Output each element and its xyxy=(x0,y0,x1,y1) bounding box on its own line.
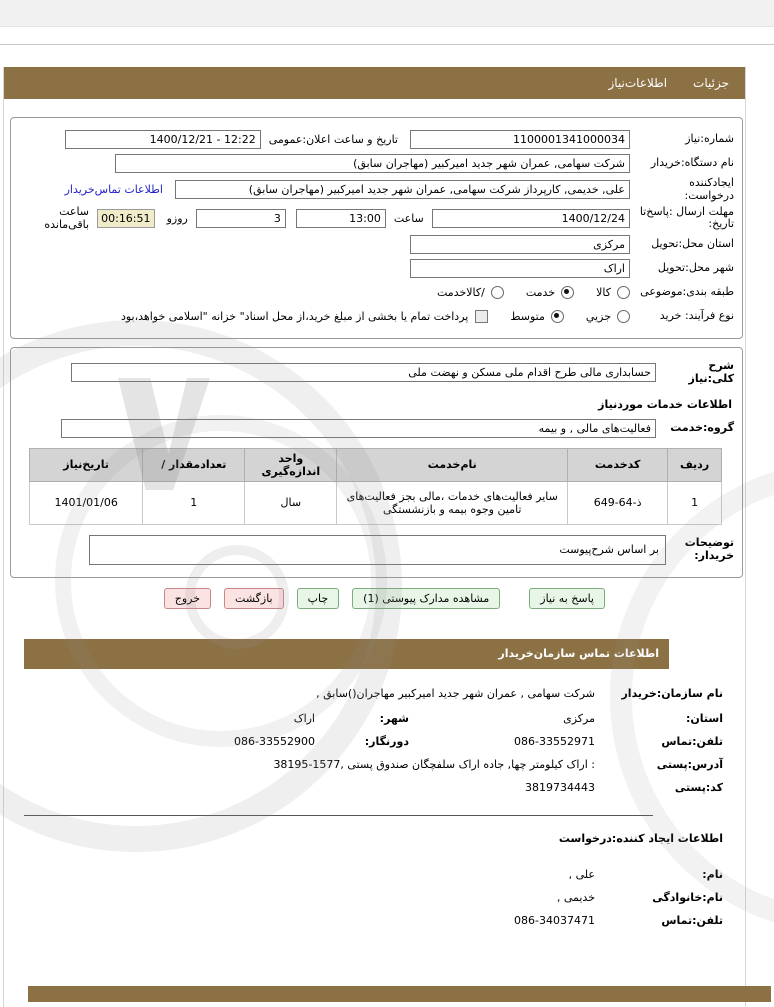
remaining-hours-label: ساعت باقی‌مانده xyxy=(44,205,90,232)
reply-deadline-hour-input[interactable] xyxy=(296,209,386,228)
postal-address-label: آدرس:پستی xyxy=(656,757,723,771)
goods-service-radio-label: /کالاخدمت xyxy=(437,286,485,300)
row-process-type xyxy=(19,306,734,327)
service-group-label: گروه:خدمت xyxy=(670,420,734,434)
page-container xyxy=(3,67,746,1007)
cell-name: سایر فعالیت‌های خدمات ،مالی بجز فعالیت‌های تامین وجوه بیمه و بازنشستگی xyxy=(337,481,568,524)
buyer-device-input[interactable] xyxy=(115,154,630,173)
medium-radio-label: متوسط xyxy=(510,310,545,324)
goods-service-radio[interactable] xyxy=(491,286,504,299)
service-radio[interactable] xyxy=(561,286,574,299)
row-general-description xyxy=(19,360,734,385)
bottom-bar xyxy=(28,986,771,1002)
need-info-panel xyxy=(10,117,743,339)
medium-radio[interactable] xyxy=(551,310,564,323)
delivery-city-label: شهر محل:تحویل xyxy=(657,261,734,275)
col-date: تاریخ‌نیاز xyxy=(30,448,143,481)
buyer-contact-link[interactable]: اطلاعات تماس‌خریدار xyxy=(64,183,163,197)
print-button[interactable]: چاپ xyxy=(297,588,340,609)
table-row xyxy=(30,481,722,524)
col-unit: واحد اندازه‌گیری xyxy=(245,448,337,481)
remaining-days-input[interactable] xyxy=(196,209,286,228)
payment-note-option xyxy=(121,310,488,323)
row-delivery-city xyxy=(19,258,734,279)
subject-classification-label: طبقه بندی:موضوعی xyxy=(640,285,734,299)
row-province-city xyxy=(24,707,723,730)
contact-city-value: اراک xyxy=(293,711,315,725)
delivery-province-label: استان محل:تحویل xyxy=(651,237,734,251)
row-last-name xyxy=(24,886,723,909)
request-creator-block xyxy=(24,832,723,932)
announce-datetime-label: تاریخ و ساعت اعلان:عمومی xyxy=(268,133,398,146)
services-table xyxy=(29,448,722,525)
top-divider-line xyxy=(0,44,774,45)
option-goods-service[interactable] xyxy=(437,286,504,299)
org-name-label: نام سازمان:خریدار xyxy=(621,687,723,701)
tab-details[interactable]: جزئیات xyxy=(693,76,729,90)
top-band xyxy=(0,0,774,27)
last-name-value: خدیمی , xyxy=(556,890,595,904)
postal-code-label: کد:پستی xyxy=(674,780,723,794)
action-buttons-row xyxy=(4,588,605,609)
contact-province-label: استان: xyxy=(686,711,723,725)
payment-note-label: پرداخت تمام یا بخشی از مبلغ خرید،از محل اسناد" خزانه "اسلامی خواهد،بود xyxy=(120,310,469,324)
buyer-notes-label xyxy=(666,537,734,562)
buyer-contact-header-title: اطلاعات تماس سازمان‌خریدار xyxy=(498,647,659,661)
request-creator-label-line1: ایجادکننده xyxy=(689,176,734,189)
row-delivery-province xyxy=(19,234,734,255)
need-number-label: شماره:نیاز xyxy=(685,132,734,146)
cell-qty: 1 xyxy=(143,481,245,524)
exit-button[interactable]: خروج xyxy=(164,588,211,609)
row-creator-phone xyxy=(24,909,723,932)
tab-need-info[interactable]: اطلاعات‌نیاز xyxy=(608,76,668,90)
first-name-label: نام: xyxy=(702,867,723,881)
required-services-heading: اطلاعات خدمات موردنیاز xyxy=(598,397,732,411)
buyer-notes-value: بر اساس شرح‌پیوست xyxy=(559,543,659,557)
need-description-panel xyxy=(10,347,743,577)
row-org-name xyxy=(24,681,723,707)
buyer-contact-block xyxy=(24,681,723,799)
option-medium[interactable] xyxy=(510,310,564,323)
delivery-city-input[interactable] xyxy=(410,259,630,278)
view-attachments-button[interactable]: مشاهده مدارک پیوستی (1) xyxy=(352,588,500,609)
buyer-notes-label-line1: توضیحات xyxy=(684,535,734,549)
contact-city-label: شهر: xyxy=(379,711,409,725)
cell-unit: سال xyxy=(245,481,337,524)
row-reply-deadline xyxy=(19,205,734,231)
contact-phone-value: 086-33552971 xyxy=(514,734,595,748)
row-need-number xyxy=(19,129,734,150)
days-label: روزو xyxy=(166,211,188,225)
option-service[interactable] xyxy=(526,286,574,299)
col-code: کدخدمت xyxy=(568,448,668,481)
row-request-creator xyxy=(19,177,734,202)
buyer-device-label: نام دستگاه:خریدار xyxy=(650,156,734,170)
col-row: ردیف xyxy=(668,448,722,481)
row-phone-fax xyxy=(24,730,723,753)
reply-to-need-button[interactable]: پاسخ به نیاز xyxy=(529,588,605,609)
postal-address-value: : اراک کیلومتر چها, جاده اراک سلفچگان صندوق پستی ,1577-38195 xyxy=(273,757,595,771)
row-buyer-device xyxy=(19,153,734,174)
request-creator-label-line2: درخواست: xyxy=(684,188,734,202)
request-creator-input[interactable] xyxy=(175,180,630,199)
cell-code: 649-64-ذ xyxy=(568,481,668,524)
buyer-contact-header-bar xyxy=(24,639,669,669)
row-service-group xyxy=(19,419,734,438)
cell-row: 1 xyxy=(668,481,722,524)
minor-radio-label: جزیي xyxy=(585,310,611,324)
creator-phone-label: تلفن:تماس xyxy=(661,913,723,927)
buyer-notes-label-line2: خریدار: xyxy=(694,548,734,562)
option-minor[interactable] xyxy=(586,310,630,323)
remaining-time-box: 00:16:51 xyxy=(97,209,155,228)
reply-deadline-label-line2: تاریخ: xyxy=(708,217,734,231)
first-name-value: علی , xyxy=(568,867,595,881)
col-name: نام‌خدمت xyxy=(337,448,568,481)
hour-label: ساعت xyxy=(393,211,424,225)
reply-deadline-label-line1: مهلت ارسال :پاسخ‌تا xyxy=(639,204,734,218)
process-type-label: نوع فرآیند: خرید xyxy=(659,309,734,323)
general-description-label: شرح کلی:نیاز xyxy=(688,359,734,385)
service-group-input[interactable] xyxy=(61,419,656,438)
announce-datetime-input[interactable] xyxy=(65,130,261,149)
row-subject-classification xyxy=(19,282,734,303)
service-radio-label: خدمت xyxy=(525,286,556,300)
delivery-province-input[interactable] xyxy=(410,235,630,254)
row-first-name xyxy=(24,863,723,886)
section-divider xyxy=(24,815,653,816)
payment-checkbox[interactable] xyxy=(475,310,488,323)
goods-radio-label: کالا xyxy=(596,286,611,300)
row-postal-address xyxy=(24,753,723,776)
services-table-header-row xyxy=(30,448,722,481)
postal-code-value: 3819734443 xyxy=(525,780,595,794)
tab-bar xyxy=(4,67,745,99)
contact-province-value: مرکزی xyxy=(563,711,595,725)
row-buyer-notes xyxy=(19,535,734,565)
contact-fax-value: 086-33552900 xyxy=(234,734,315,748)
contact-phone-label: تلفن:تماس xyxy=(661,734,723,748)
request-creator-label xyxy=(630,177,734,202)
request-creator-heading: اطلاعات ایجاد کننده:درخواست xyxy=(558,831,723,845)
back-button[interactable]: بازگشت xyxy=(224,588,284,609)
last-name-label: نام:خانوادگی xyxy=(652,890,723,904)
goods-radio[interactable] xyxy=(617,286,630,299)
org-name-value: شرکت سهامی , عمران شهر جدید امیرکبیر مهاجران()سابق , xyxy=(316,687,595,701)
reply-deadline-label xyxy=(630,206,734,231)
general-description-input[interactable] xyxy=(71,363,656,382)
contact-fax-label: دورنگار: xyxy=(364,734,409,748)
creator-phone-value: 086-34037471 xyxy=(514,913,595,927)
cell-date: 1401/01/06 xyxy=(30,481,143,524)
reply-deadline-date-input[interactable] xyxy=(432,209,630,228)
col-qty: تعدادمقدار / xyxy=(143,448,245,481)
need-number-input[interactable] xyxy=(410,130,630,149)
buyer-notes-box[interactable] xyxy=(89,535,666,565)
minor-radio[interactable] xyxy=(617,310,630,323)
row-postal-code xyxy=(24,776,723,799)
option-goods[interactable] xyxy=(596,286,630,299)
